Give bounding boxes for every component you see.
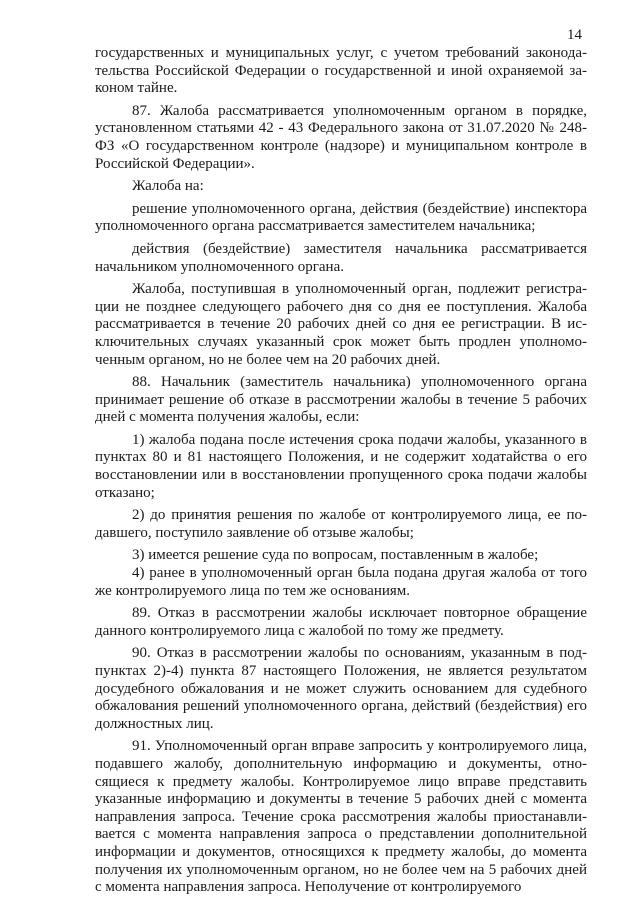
paragraph: 1) жалоба подана после истечения срока подачи жалобы, указанного в пунктах 80 и 81 настоящего Положения, и не содержит ходатайства о его восстановлении или в восстановлении пропущенного срока подачи жалобы отказано; <box>95 431 587 501</box>
paragraph: 88. Начальник (заместитель начальника) уполномоченного органа принимает решение об отказе в рассмотрении жалобы в течение 5 рабочих дней с момента получения жалобы, если: <box>95 374 587 426</box>
paragraph: 2) до принятия решения по жалобе от контролируемого лица, ее подавшего, поступило заявление об отзыве жалобы; <box>95 507 587 541</box>
paragraph: 87. Жалоба рассматривается уполномоченным органом в порядке, установленном статьями 42 - 43 Федерального закона от 31.07.2020 № 248-ФЗ «О государственном контроле (надзоре) и муниципальном контроле в Российской Федерации». <box>95 102 587 172</box>
document-body <box>95 45 587 897</box>
paragraph: действия (бездействие) заместителя начальника рассматривается начальником уполномоченного органа. <box>95 240 587 275</box>
paragraph: 3) имеется решение суда по вопросам, поставленным в жалобе; <box>132 547 539 564</box>
paragraph: государственных и муниципальных услуг, с учетом требований законодательства Российской Федерации о государственной и иной охраняемой законом тайне. <box>95 45 587 97</box>
paragraph: решение уполномоченного органа, действия (бездействие) инспектора уполномоченного органа рассматривается заместителем начальника; <box>95 200 587 235</box>
paragraph: 90. Отказ в рассмотрении жалобы по основаниям, указанным в подпунктах 2)-4) пункта 87 настоящего Положения, не является результатом досудебного обжалования и не может служить основанием для судебного обжалования решений уполномоченного органа, действий (бездействия) его должностных лиц. <box>95 645 587 732</box>
paragraph: 4) ранее в уполномоченный орган была подана другая жалоба от того же контролируемого лица по тем же основаниям. <box>95 565 587 599</box>
paragraph: Жалоба на: <box>132 178 204 195</box>
page-number: 14 <box>567 27 582 43</box>
paragraph: 89. Отказ в рассмотрении жалобы исключает повторное обращение данного контролируемого лица с жалобой по тому же предмету. <box>95 605 587 639</box>
paragraph: 91. Уполномоченный орган вправе запросить у контролируемого лица, подавшего жалобу, дополнительную информацию и документы, относящиеся к предмету жалобы. Контролируемое лицо вправе представить указанные информацию и документы в течение 5 рабочих дней с момента направления запроса. Течение срока рассмотрения жалобы приостанавливается с момента направления запроса о представлении дополнительной информации и документов, относящихся к предмету жалобы, до момента получения их уполномоченным органом, но не более чем на 5 рабочих дней с момента направления запроса. Неполучение от контролируемого <box>95 738 587 896</box>
paragraph: Жалоба, поступившая в уполномоченный орган, подлежит регистрации не позднее следующего рабочего дня со дня ее поступления. Жалоба рассматривается в течение 20 рабочих дней со дня ее регистрации. В исключительных случаях указанный срок может быть продлен уполномоченным органом, но не более чем на 20 рабочих дней. <box>95 281 587 368</box>
